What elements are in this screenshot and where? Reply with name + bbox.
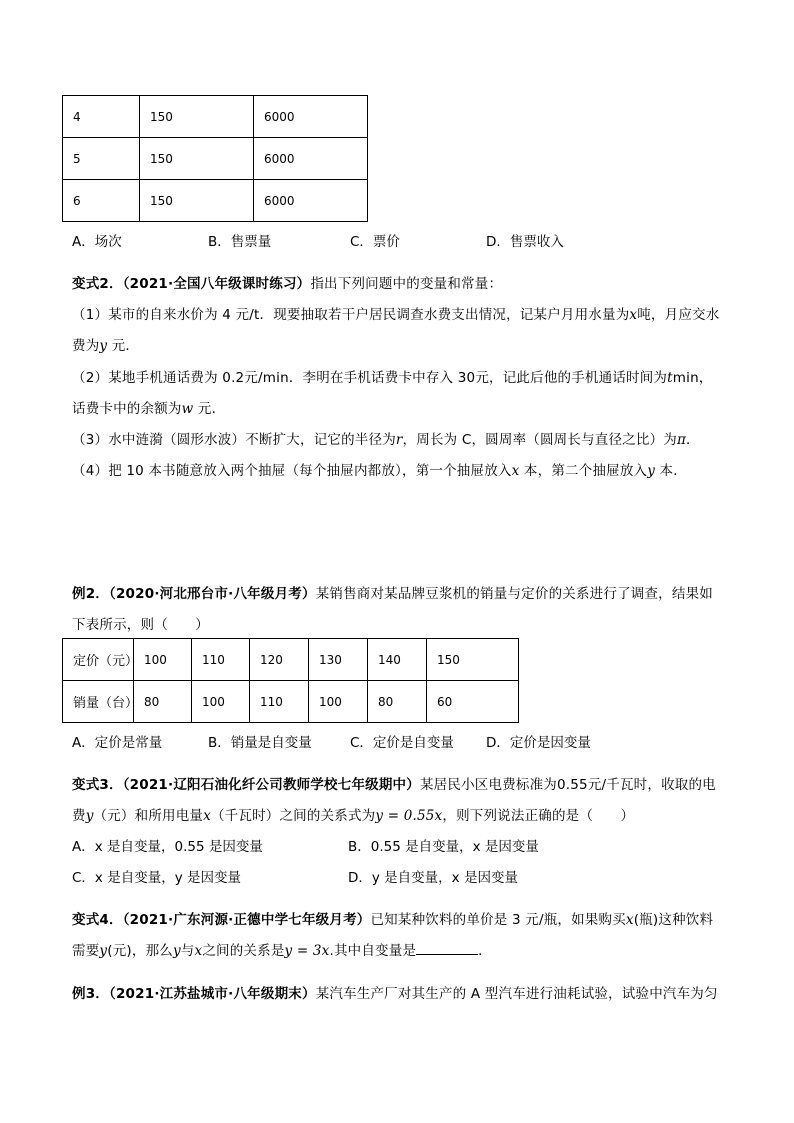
variant2-item2-line2 xyxy=(72,397,225,417)
example3-heading xyxy=(72,982,718,1002)
table-cell: 150 xyxy=(140,96,254,138)
option-b: B．销量是自变量 xyxy=(208,735,312,751)
table-cell: 120 xyxy=(250,639,309,681)
price-sales-table xyxy=(62,638,519,723)
table-cell: 6000 xyxy=(254,96,368,138)
text: 吨，月应交水 xyxy=(637,307,720,323)
formula: y = 3x xyxy=(284,943,330,959)
table-cell: 100 xyxy=(192,681,250,723)
text: 话费卡中的余额为 xyxy=(72,401,182,417)
variant2-heading xyxy=(72,272,502,292)
text: 费为 xyxy=(72,338,100,354)
variant3-heading xyxy=(72,773,716,793)
table-cell: 150 xyxy=(140,180,254,222)
table-cell: 60 xyxy=(427,681,519,723)
table-cell: 4 xyxy=(63,96,140,138)
question-stem: 指出下列问题中的变量和常量： xyxy=(310,276,503,292)
variable: y xyxy=(172,943,181,959)
option-d: D．定价是因变量 xyxy=(486,735,591,751)
table-cell: 110 xyxy=(250,681,309,723)
variant2-item1-line1 xyxy=(72,303,719,323)
table-cell: 6000 xyxy=(254,180,368,222)
text: 本，第二个抽屉放入 xyxy=(519,463,648,479)
table-cell: 150 xyxy=(140,138,254,180)
formula: y = 0.55x xyxy=(375,808,443,824)
variant4-heading xyxy=(72,908,713,928)
text: （3）水中涟漪（圆形水波）不断扩大，记它的半径为 xyxy=(72,432,396,448)
question-stem: 某居民小区电费标准为0.55元/千瓦时，收取的电 xyxy=(419,777,716,793)
variant2-item1-line2 xyxy=(72,334,139,354)
variable: w xyxy=(181,401,194,417)
table-cell: 150 xyxy=(427,639,519,681)
text: 需要 xyxy=(72,943,100,959)
question-label: 例3． xyxy=(72,986,109,1002)
variable: y xyxy=(85,808,94,824)
table-cell: 100 xyxy=(134,639,192,681)
ticket-table xyxy=(62,95,368,222)
text: (瓶)这种饮料 xyxy=(633,912,714,928)
variable: x xyxy=(203,808,211,824)
example2-stem-line2: 下表所示，则（ ） xyxy=(72,617,209,633)
variable: π xyxy=(676,432,687,448)
option-d: D．售票收入 xyxy=(486,234,564,250)
question-stem: 某销售商对某品牌豆浆机的销量与定价的关系进行了调查，结果如 xyxy=(315,586,713,602)
text: 之间的关系是 xyxy=(202,943,285,959)
option-a: A．x 是自变量，0.55 是因变量 xyxy=(72,839,263,855)
answer-blank[interactable] xyxy=(416,942,478,955)
text: ，则下列说法正确的是（ ） xyxy=(442,808,635,824)
question-stem: 已知某种饮料的单价是 3 元/瓶，如果购买 xyxy=(370,912,626,928)
option-b: B．售票量 xyxy=(208,234,272,250)
variant2-item3 xyxy=(72,428,700,448)
text: （4）把 10 本书随意放入两个抽屉（每个抽屉内都放），第一个抽屉放入 xyxy=(72,463,512,479)
text: min， xyxy=(672,370,713,386)
variable: r xyxy=(395,432,403,448)
table-header-cell: 定价（元） xyxy=(63,639,134,681)
question-source: （2021·广东河源·正德中学七年级月考） xyxy=(122,912,371,928)
text: 元． xyxy=(107,338,140,354)
option-c: C．票价 xyxy=(350,234,400,250)
table-cell: 140 xyxy=(368,639,427,681)
table-cell: 110 xyxy=(192,639,250,681)
question-source: （2021·辽阳石油化纤公司教师学校七年级期中） xyxy=(122,777,420,793)
text: 费 xyxy=(72,808,86,824)
option-a: A．定价是常量 xyxy=(72,735,163,751)
variant2-item4 xyxy=(72,459,687,479)
question-stem: 某汽车生产厂对其生产的 A 型汽车进行油耗试验，试验中汽车为匀 xyxy=(315,986,718,1002)
text: （1）某市的自来水价为 4 元/t．现要抽取若干户居民调查水费支出情况，记某户月用水量为 xyxy=(72,307,630,323)
text: ，周长为 C，圆周率（圆周长与直径之比）为 xyxy=(402,432,677,448)
text: 本． xyxy=(655,463,687,479)
variant3-stem-line2 xyxy=(72,804,634,824)
text: 与 xyxy=(180,943,195,959)
variable: x xyxy=(629,307,638,323)
question-label: 变式4． xyxy=(72,912,123,928)
text: .其中自变量是 xyxy=(329,943,417,959)
text: （元）和所用电量 xyxy=(93,808,204,824)
variant2-item2-line1 xyxy=(72,366,713,386)
table-header-cell: 销量（台） xyxy=(63,681,134,723)
variable: y xyxy=(647,463,656,479)
text: 元． xyxy=(193,401,226,417)
question-source: （2020·河北邢台市·八年级月考） xyxy=(109,586,316,602)
variable: t xyxy=(667,370,673,386)
question-source: （2021·全国八年级课时练习） xyxy=(122,276,311,292)
variant4-stem-line2 xyxy=(72,939,492,959)
option-a: A．场次 xyxy=(72,234,122,250)
question-label: 变式2． xyxy=(72,276,123,292)
option-d: D．y 是自变量，x 是因变量 xyxy=(348,870,518,886)
text: ． xyxy=(686,432,700,448)
variable: x xyxy=(511,463,520,479)
text: (元)，那么 xyxy=(107,943,173,959)
question-source: （2021·江苏盐城市·八年级期末） xyxy=(109,986,316,1002)
table-cell: 100 xyxy=(309,681,368,723)
question-label: 例2． xyxy=(72,586,109,602)
table-cell: 5 xyxy=(63,138,140,180)
table-cell: 6000 xyxy=(254,138,368,180)
option-b: B．0.55 是自变量，x 是因变量 xyxy=(348,839,539,855)
example2-heading xyxy=(72,582,713,602)
text: ． xyxy=(478,943,492,959)
table-cell: 130 xyxy=(309,639,368,681)
text: （2）某地手机通话费为 0.2元/min．李明在手机话费卡中存入 30元，记此后他的手机通话时间为 xyxy=(72,370,668,386)
variable: y xyxy=(99,943,108,959)
text: （千瓦时）之间的关系式为 xyxy=(210,808,376,824)
table-cell: 80 xyxy=(368,681,427,723)
table-cell: 80 xyxy=(134,681,192,723)
option-c: C．x 是自变量，y 是因变量 xyxy=(72,870,241,886)
variable: x xyxy=(194,943,203,959)
question-label: 变式3． xyxy=(72,777,123,793)
variable: y xyxy=(99,338,108,354)
table-cell: 6 xyxy=(63,180,140,222)
variable: x xyxy=(625,912,634,928)
option-c: C．定价是自变量 xyxy=(350,735,454,751)
